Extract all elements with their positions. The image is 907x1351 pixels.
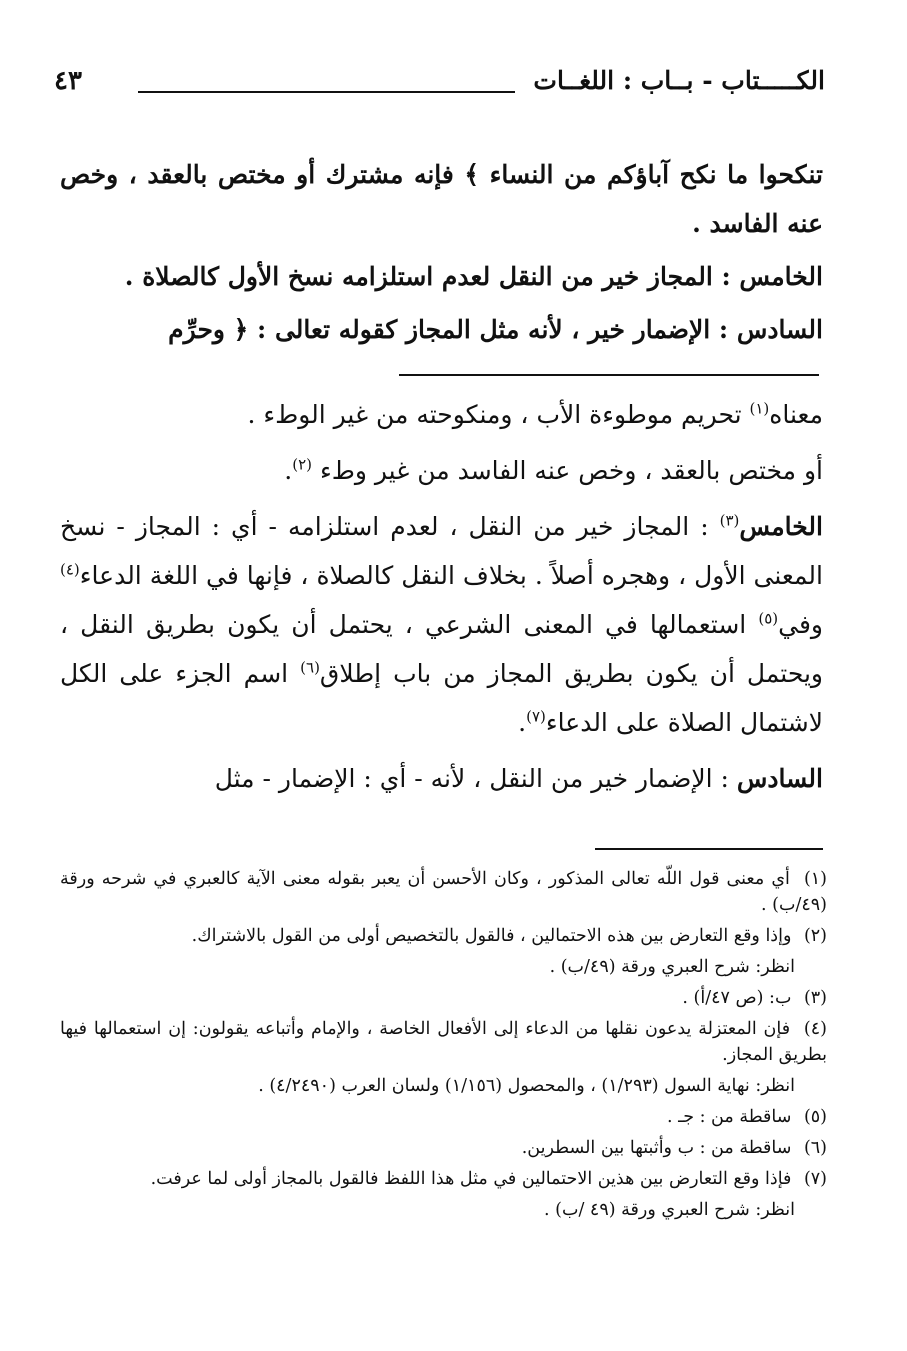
footnote-rule bbox=[595, 848, 823, 850]
footnote-ref-2[interactable]: (٢) bbox=[292, 455, 313, 474]
sharh-p1-a: معناه bbox=[769, 400, 823, 429]
footnote-7 bbox=[60, 1166, 827, 1192]
sharh-p2-a: أو مختص بالعقد ، وخص عنه الفاسد من غير وطء bbox=[312, 456, 823, 485]
sharh-paragraph-2 bbox=[60, 446, 823, 495]
sharh-p3-b: وفي bbox=[778, 610, 823, 639]
footnote-ref-6[interactable]: (٦) bbox=[300, 658, 320, 677]
footnote-text: ب: (ص ٤٧/أ) . bbox=[682, 988, 792, 1008]
footnote-number: (٣) bbox=[803, 988, 827, 1008]
footnote-7-reference: انظر: شرح العبري ورقة (٤٩ /ب) . bbox=[544, 1200, 795, 1220]
footnote-ref-3[interactable]: (٣) bbox=[719, 511, 740, 530]
sharh-p2-b: . bbox=[284, 456, 293, 485]
page-number: ٤٣ bbox=[54, 66, 82, 96]
footnote-1 bbox=[60, 866, 827, 918]
sharh-p3-e: . bbox=[518, 708, 527, 737]
footnote-ref-5[interactable]: (٥) bbox=[758, 609, 779, 628]
sharh-p3-a: : المجاز خير من النقل ، لعدم استلزامه - أي : المجاز - نسخ المعنى الأول ، وهجره أصلاً . بخلاف النقل كالصلاة ، فإنها في اللغة الدعاء bbox=[60, 512, 823, 590]
footnotes bbox=[60, 866, 827, 1228]
sharh-p1-b: تحريم موطوءة الأب ، ومنكوحته من غير الوطء . bbox=[247, 400, 750, 429]
footnote-2-reference: انظر: شرح العبري ورقة (٤٩/ب) . bbox=[549, 957, 795, 977]
header-rule bbox=[138, 91, 515, 93]
footnote-number: (٧) bbox=[803, 1169, 827, 1189]
matn-text bbox=[60, 150, 823, 358]
footnote-text: أي معنى قول اللّه تعالى المذكور ، وكان الأحسن أن يعبر بقوله معنى الآية كالعبري في شرحه ورقة (٤٩/ب) . bbox=[60, 869, 827, 915]
footnote-6 bbox=[60, 1135, 827, 1161]
header-title: الكـــــتاب - بــاب : اللغــات bbox=[533, 66, 825, 95]
matn-divider bbox=[399, 374, 819, 376]
sharh-paragraph-1 bbox=[60, 390, 823, 439]
footnote-3 bbox=[60, 985, 827, 1011]
sharh-p4-a: : الإضمار خير من النقل ، لأنه - أي : الإضمار - مثل bbox=[214, 764, 737, 793]
footnote-4 bbox=[60, 1016, 827, 1068]
sharh-paragraph-4 bbox=[60, 754, 823, 803]
footnote-ref-4[interactable]: (٤) bbox=[60, 560, 80, 579]
footnote-5 bbox=[60, 1104, 827, 1130]
matn-line-3: السادس : الإضمار خير ، لأنه مثل المجاز كقوله تعالى : ﴿ وحرِّم bbox=[168, 315, 823, 344]
footnote-ref-7[interactable]: (٧) bbox=[526, 707, 546, 726]
footnote-2 bbox=[60, 923, 827, 949]
matn-line-2: الخامس : المجاز خير من النقل لعدم استلزامه نسخ الأول كالصلاة . bbox=[124, 262, 823, 291]
running-header bbox=[40, 64, 825, 104]
term-fifth: الخامس bbox=[739, 512, 823, 541]
footnote-number: (٢) bbox=[803, 926, 827, 946]
footnote-text: فإن المعتزلة يدعون نقلها من الدعاء إلى الأفعال الخاصة ، والإمام وأتباعه يقولون: إن استعمالها فيها بطريق المجاز. bbox=[60, 1019, 827, 1065]
footnote-ref-1[interactable]: (١) bbox=[749, 399, 770, 418]
footnote-text: ساقطة من : ب وأثبتها بين السطرين. bbox=[521, 1138, 792, 1158]
sharh-p3-c: استعمالها في المعنى الشرعي ، يحتمل أن يكون بطريق النقل ، ويحتمل أن يكون بطريق المجاز من باب إطلاق bbox=[60, 610, 823, 688]
term-sixth: السادس bbox=[736, 764, 823, 793]
footnote-number: (٦) bbox=[803, 1138, 827, 1158]
footnote-text: فإذا وقع التعارض بين هذين الاحتمالين في مثل هذا اللفظ فالقول بالمجاز أولى لما عرفت. bbox=[150, 1169, 792, 1189]
footnote-number: (١) bbox=[803, 869, 827, 889]
sharh-p3-d: اسم الجزء على الكل لاشتمال الصلاة على الدعاء bbox=[60, 659, 823, 737]
sharh-text bbox=[60, 390, 823, 810]
footnote-4-reference: انظر: نهاية السول (١/٢٩٣) ، والمحصول (١/١٥٦) ولسان العرب (٤/٢٤٩٠) . bbox=[258, 1076, 795, 1096]
footnote-number: (٤) bbox=[803, 1019, 827, 1039]
sharh-paragraph-3 bbox=[60, 502, 823, 747]
footnote-text: وإذا وقع التعارض بين هذه الاحتمالين ، فالقول بالتخصيص أولى من القول بالاشتراك. bbox=[191, 926, 792, 946]
matn-line-1: تنكحوا ما نكح آباؤكم من النساء ﴾ فإنه مشترك أو مختص بالعقد ، وخص عنه الفاسد . bbox=[60, 160, 823, 238]
footnote-number: (٥) bbox=[803, 1107, 827, 1127]
footnote-text: ساقطة من : جـ . bbox=[666, 1107, 792, 1127]
